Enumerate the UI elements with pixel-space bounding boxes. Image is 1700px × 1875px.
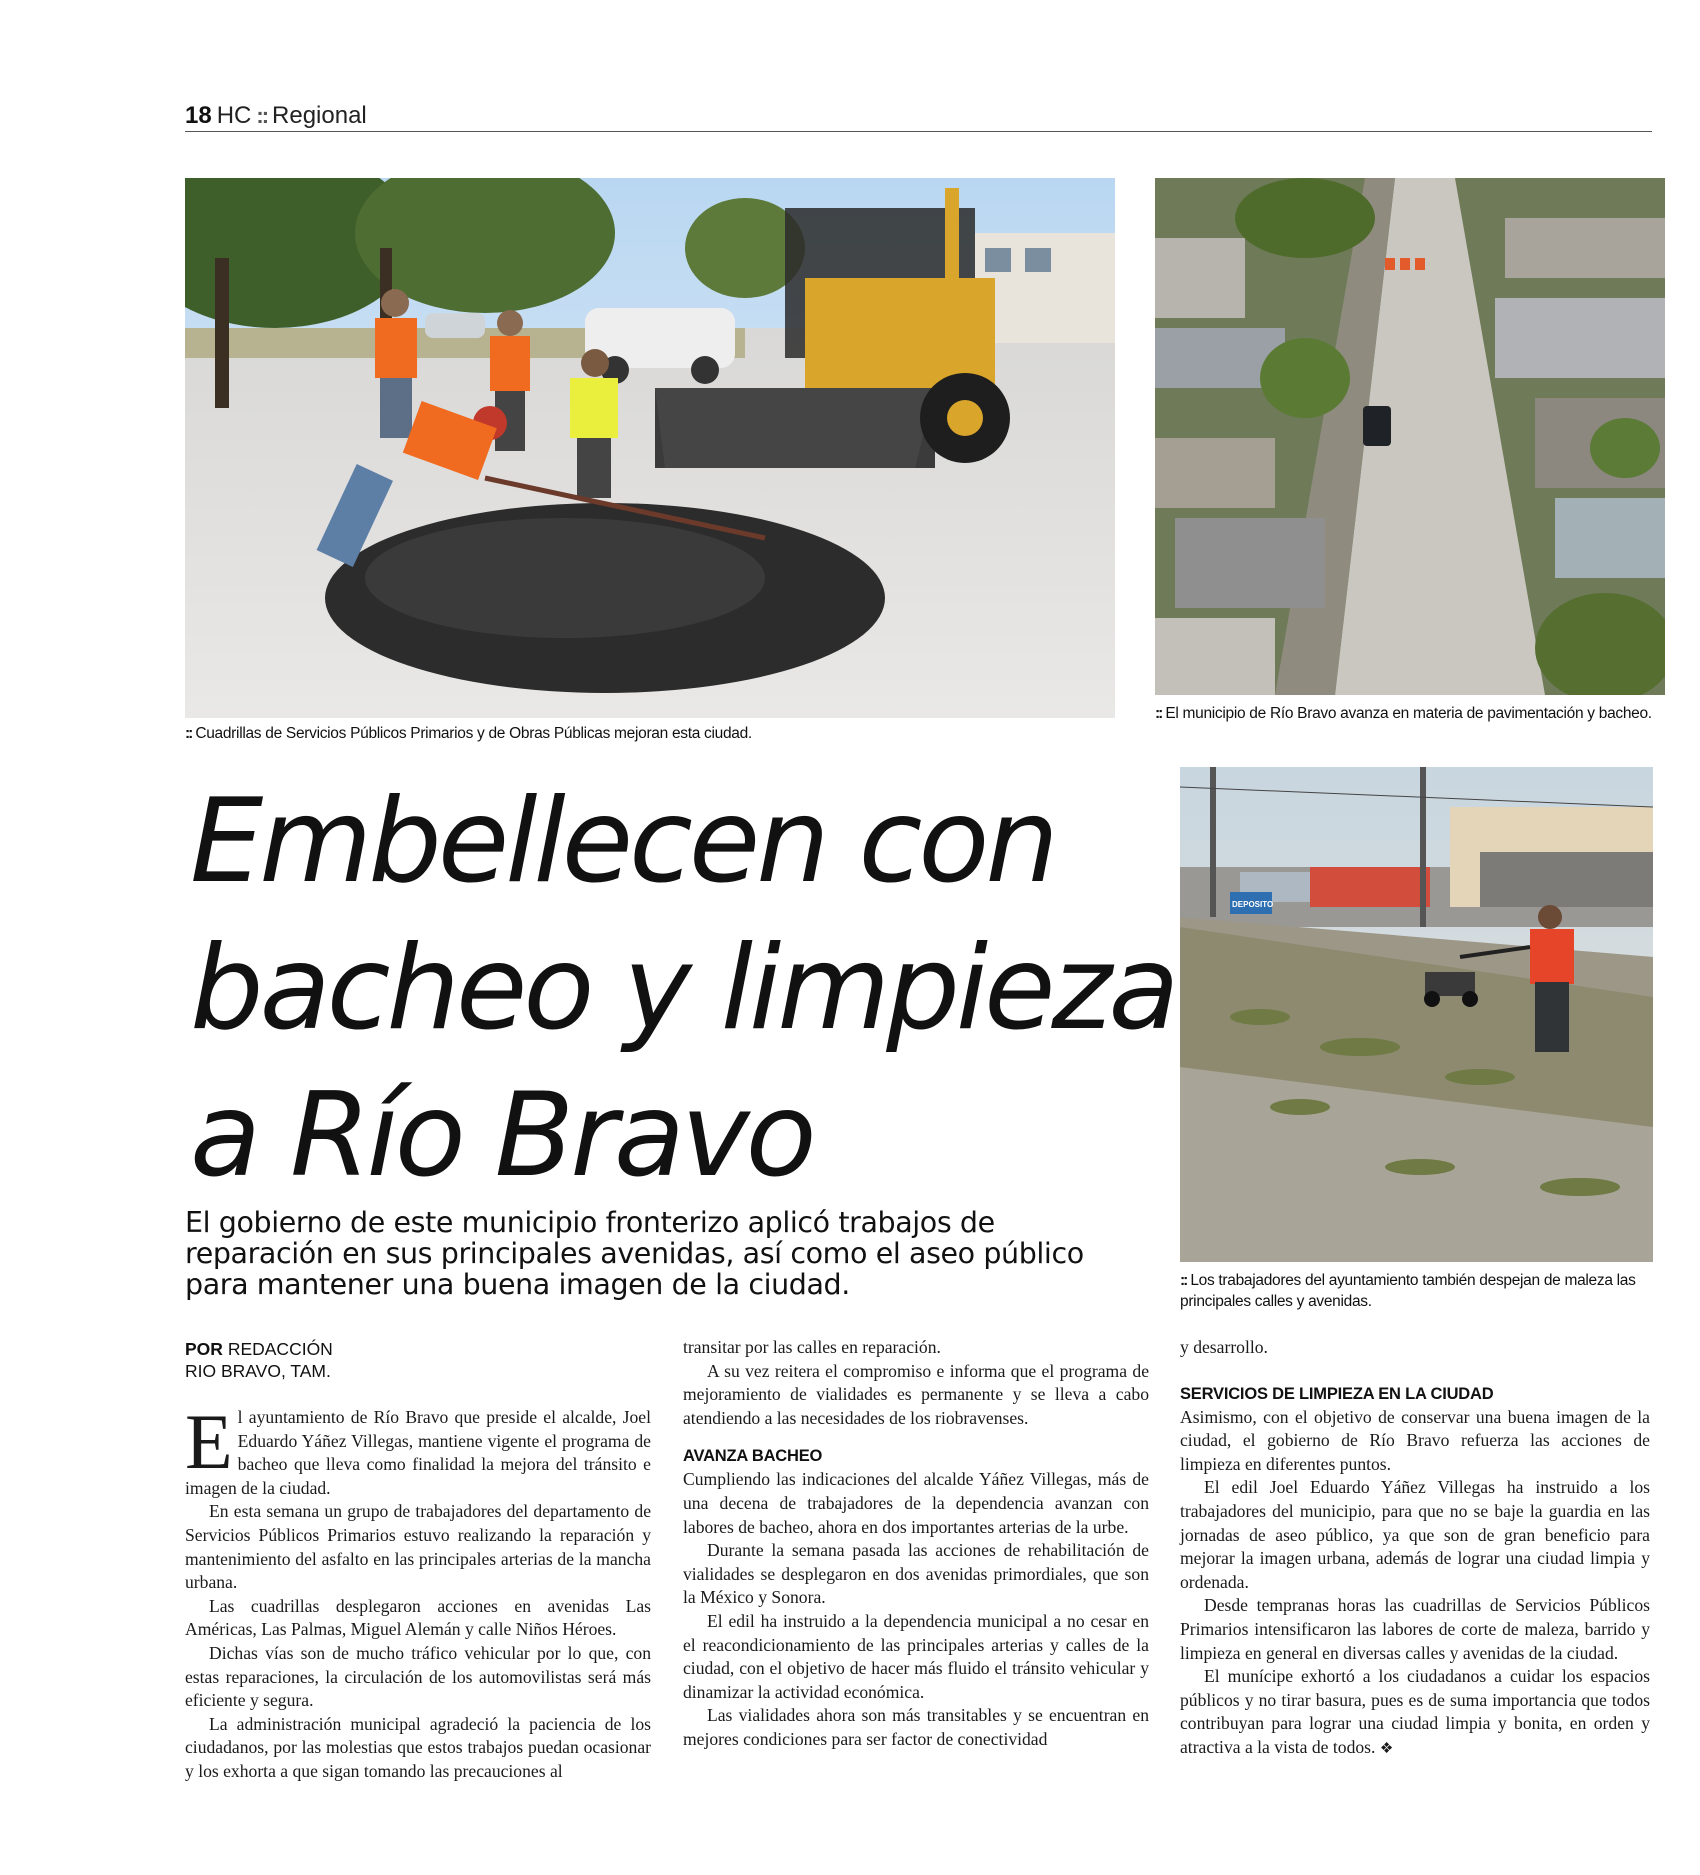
headline	[190, 768, 1190, 1209]
article-paragraph: El edil ha instruido a la dependencia municipal a no cesar en el reacondicionamiento de las principales arterias y calles de la ciudad, con el objetivo de hacer más fluido el tránsito vehicular y dinamizar la actividad económica.	[683, 1610, 1149, 1702]
article-paragraph: transitar por las calles en reparación.	[683, 1337, 941, 1357]
headline-line-3: a Río Bravo	[190, 1068, 813, 1203]
article-paragraph: Las vialidades ahora son más transitables y se encuentran en mejores condiciones para ser factor de conectividad	[683, 1705, 1149, 1749]
aerial-photo-caption-text: El municipio de Río Bravo avanza en materia de pavimentación y bacheo.	[1165, 705, 1652, 722]
article-paragraph: Cumpliendo las indicaciones del alcalde Yáñez Villegas, más de una decena de trabajadores de la dependencia avanzan con labores de bacheo, ahora en dos importantes arterias de la urbe.	[683, 1469, 1149, 1537]
article-paragraph: En esta semana un grupo de trabajadores del departamento de Servicios Públicos Primarios estuvo realizando la reparación y mantenimiento del asfalto en las principales arterias de la mancha urbana.	[185, 1501, 651, 1593]
headline-line-1: Embellecen con	[190, 774, 1055, 909]
page-folio	[185, 102, 367, 132]
byline-author: REDACCIÓN	[227, 1339, 333, 1359]
article-paragraph: Desde tempranas horas las cuadrillas de Servicios Públicos Primarios intensificaron las labores de corte de maleza, barrido y limpieza en general en diversas calles y avenidas de la ciudad.	[1180, 1595, 1650, 1663]
section-name: Regional	[272, 102, 367, 129]
main-photo-caption-text: Cuadrillas de Servicios Públicos Primarios y de Obras Públicas mejoran esta ciudad.	[195, 725, 752, 742]
page-number: 18	[185, 102, 212, 129]
byline	[185, 1338, 485, 1382]
article-paragraph: La administración municipal agradeció la paciencia de los ciudadanos, por las molestias que estos trabajos puedan ocasionar y los exhorta a que sigan tomando las precauciones al	[185, 1713, 651, 1781]
caption-bullet: ::	[1155, 705, 1162, 722]
article-paragraph: Asimismo, con el objetivo de conservar una buena imagen de la ciudad, el gobierno de Río Bravo refuerza las acciones de limpieza en diferentes puntos.	[1180, 1406, 1650, 1474]
caption-bullet: ::	[185, 725, 192, 742]
mowing-photo	[1180, 767, 1653, 1262]
mowing-photo-caption-text: Los trabajadores del ayuntamiento también despejan de maleza las principales calles y avenidas.	[1180, 1272, 1636, 1310]
article-paragraph: El edil Joel Eduardo Yáñez Villegas ha instruido a los trabajadores del municipio, para que no se baje la guardia en las jornadas de aseo público, ya que son de gran beneficio para mejorar la imagen urbana, además de lograr una ciudad limpia y ordenada.	[1180, 1477, 1650, 1592]
folio-separator: ::	[256, 103, 268, 128]
byline-por: POR	[185, 1339, 223, 1359]
aerial-photo	[1155, 178, 1665, 695]
subhead-avanza-bacheo: AVANZA BACHEO	[683, 1447, 823, 1466]
publication-name: HC	[216, 102, 252, 129]
article-paragraph: Dichas vías son de mucho tráfico vehicular por lo que, con estas reparaciones, la circulación de los automovilistas será más eficiente y segura.	[185, 1642, 651, 1711]
deposito-sign-text: DEPOSITO	[1232, 900, 1274, 909]
mowing-photo-caption	[1180, 1270, 1653, 1312]
subhead-servicios-limpieza: SERVICIOS DE LIMPIEZA EN LA CIUDAD	[1180, 1384, 1494, 1403]
headline-line-2: bacheo y limpieza	[190, 921, 1176, 1056]
article-column-3	[1180, 1336, 1650, 1762]
drop-cap: E	[185, 1398, 233, 1485]
caption-bullet: ::	[1180, 1272, 1187, 1289]
article-paragraph: y desarrollo.	[1180, 1337, 1268, 1357]
main-photo	[185, 178, 1115, 718]
article-paragraph: Las cuadrillas desplegaron acciones en avenidas Las Américas, Las Palmas, Miguel Alemán y calle Niños Héroes.	[185, 1595, 651, 1640]
photo-bacheo-crew-icon	[185, 178, 1115, 718]
aerial-photo-caption	[1155, 703, 1665, 724]
byline-dateline: RIO BRAVO, TAM.	[185, 1361, 331, 1381]
main-photo-caption	[185, 723, 1115, 744]
article-column-1	[185, 1398, 651, 1784]
dek: El gobierno de este municipio fronterizo aplicó trabajos de reparación en sus principales avenidas, así como el aseo público para mantener una buena imagen de la ciudad.	[185, 1206, 1084, 1301]
article-paragraph: El ayuntamiento de Río Bravo que preside el alcalde, Joel Eduardo Yáñez Villegas, mantiene vigente el programa de bacheo que lleva como finalidad la mejora del tránsito e imagen de la ciudad.	[185, 1398, 651, 1498]
photo-worker-mowing-icon	[1180, 767, 1653, 1262]
photo-aerial-street-icon	[1155, 178, 1665, 695]
article-paragraph: Durante la semana pasada las acciones de rehabilitación de vialidades se desplegaron en dos avenidas primordiales, que son la México y Sonora.	[683, 1540, 1149, 1608]
article-paragraph: El munícipe exhortó a los ciudadanos a cuidar los espacios públicos y no tirar basura, pues es de suma importancia que todos contribuyan para lograr una ciudad limpia y bonita, en orden y atractiva a la vista de todos. ❖	[1180, 1666, 1650, 1757]
article-column-2	[683, 1336, 1149, 1752]
folio-rule	[185, 131, 1652, 132]
end-mark-icon: ❖	[1379, 1740, 1394, 1757]
article-paragraph: A su vez reitera el compromiso e informa que el programa de mejoramiento de vialidades es permanente y se lleva a cabo atendiendo a las necesidades de los riobravenses.	[683, 1360, 1149, 1428]
